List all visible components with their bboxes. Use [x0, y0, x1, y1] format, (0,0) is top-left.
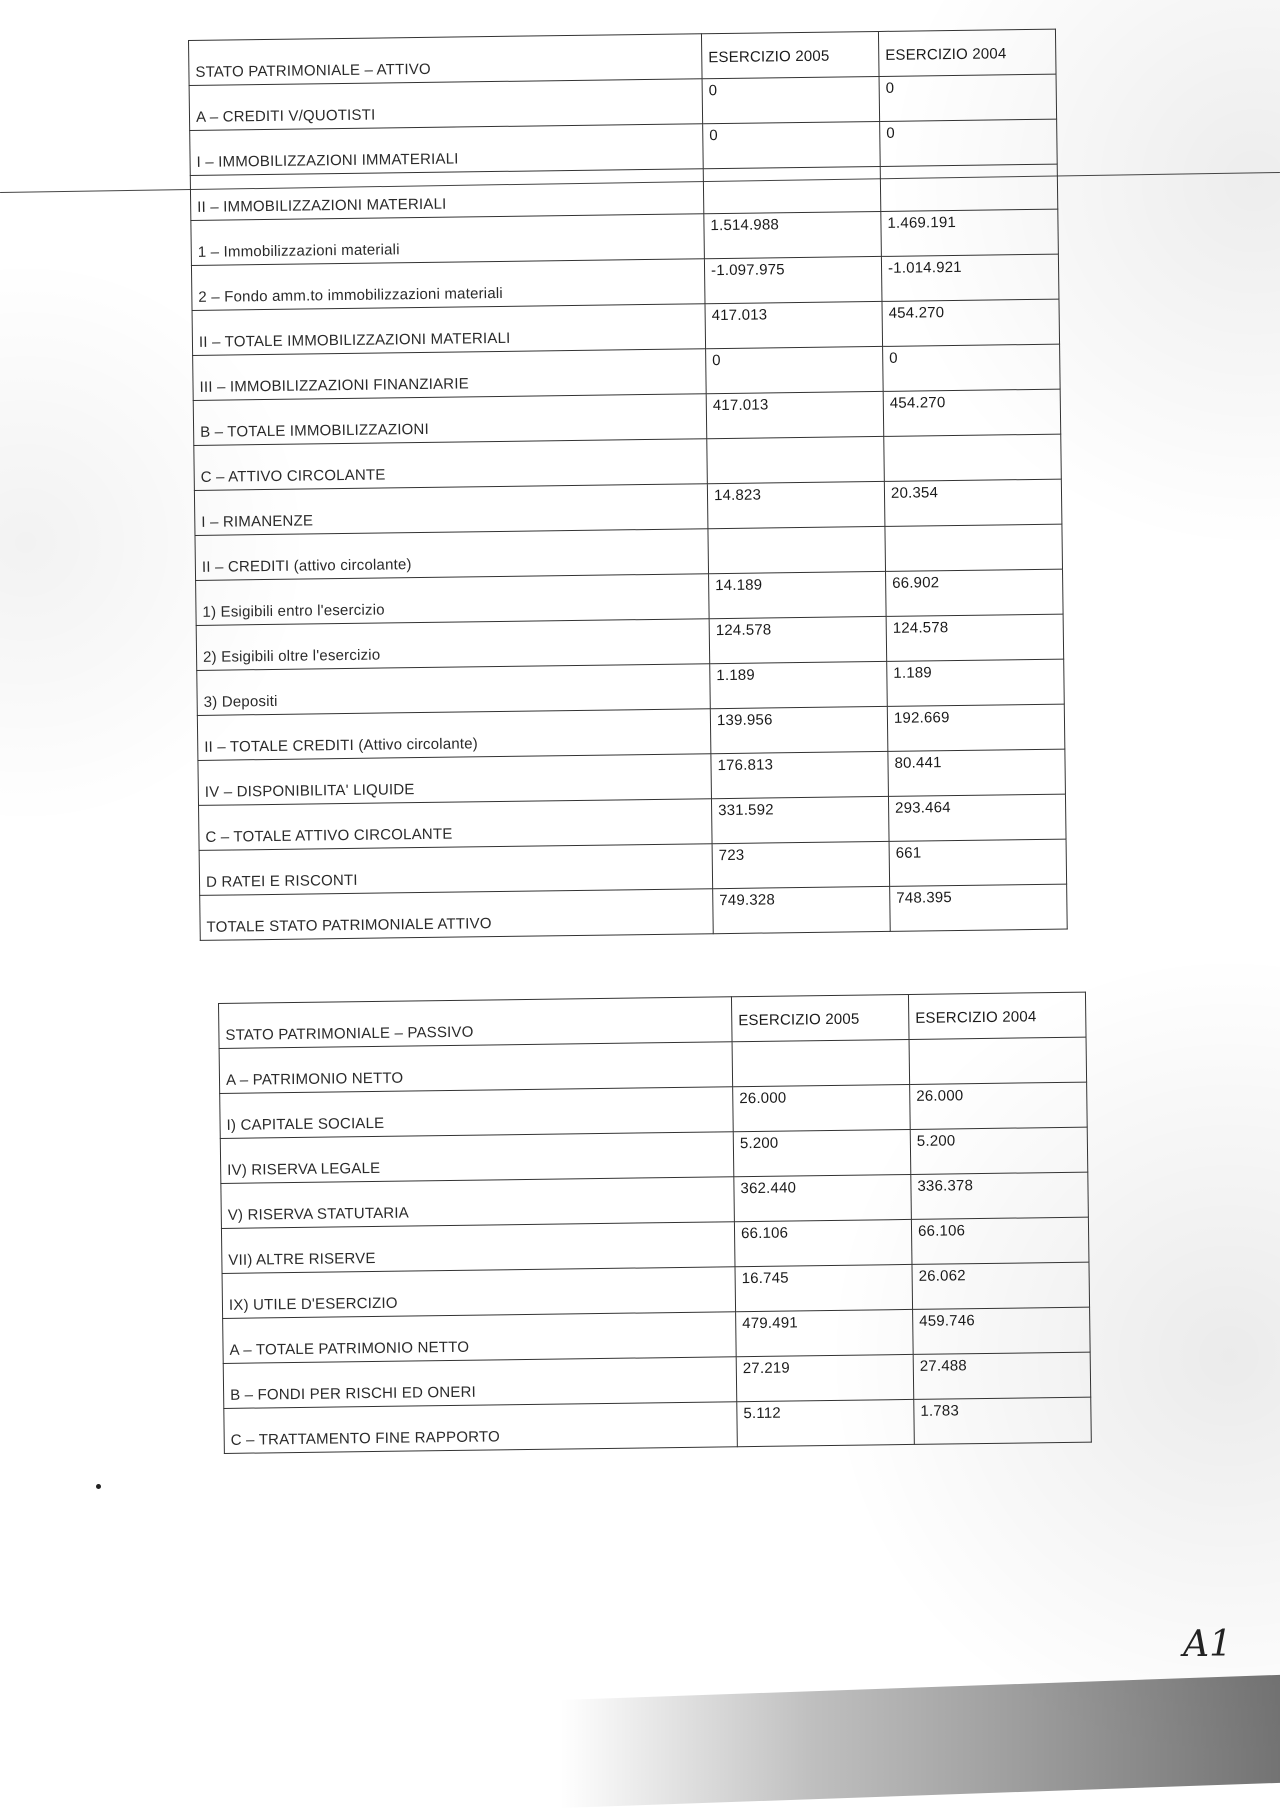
passivo-value-2004: 26.000	[910, 1082, 1088, 1129]
attivo-value-2005: 139.956	[710, 706, 888, 753]
attivo-row-label: II – IMMOBILIZZAZIONI MATERIALI	[190, 169, 704, 221]
attivo-value-2004: 80.441	[888, 749, 1066, 796]
passivo-value-2004: 1.783	[914, 1397, 1092, 1444]
attivo-value-2004: 0	[880, 119, 1058, 166]
attivo-value-2005: 417.013	[706, 391, 884, 438]
passivo-value-2004: 27.488	[913, 1352, 1091, 1399]
passivo-table	[218, 992, 1092, 1454]
attivo-row-label: A – CREDITI V/QUOTISTI	[189, 79, 703, 131]
passivo-header-label: STATO PATRIMONIALE – PASSIVO	[219, 997, 733, 1049]
attivo-row-label: 1) Esigibili entro l'esercizio	[196, 574, 710, 626]
attivo-value-2005	[703, 166, 881, 213]
passivo-row-label: IV) RISERVA LEGALE	[220, 1132, 734, 1184]
attivo-header-label: STATO PATRIMONIALE – ATTIVO	[189, 34, 703, 86]
passivo-value-2005: 66.106	[734, 1219, 912, 1266]
passivo-value-2005: 16.745	[735, 1264, 913, 1311]
passivo-row-label: A – TOTALE PATRIMONIO NETTO	[223, 1312, 737, 1364]
attivo-row-label: B – TOTALE IMMOBILIZZAZIONI	[193, 394, 707, 446]
attivo-value-2004: 20.354	[884, 479, 1062, 526]
attivo-value-2005: 749.328	[713, 886, 891, 933]
attivo-value-2005: 723	[712, 841, 890, 888]
attivo-value-2005: 1.189	[710, 661, 888, 708]
attivo-value-2005: -1.097.975	[704, 256, 882, 303]
attivo-row-label: 1 – Immobilizzazioni materiali	[191, 214, 705, 266]
attivo-row-label: IV – DISPONIBILITA' LIQUIDE	[198, 754, 712, 806]
attivo-value-2004: 748.395	[890, 884, 1068, 931]
passivo-value-2005: 479.491	[736, 1309, 914, 1356]
attivo-value-2005: 176.813	[711, 751, 889, 798]
attivo-value-2004: 454.270	[882, 299, 1060, 346]
attivo-value-2004: 293.464	[888, 794, 1066, 841]
attivo-row-label: II – TOTALE CREDITI (Attivo circolante)	[197, 709, 711, 761]
passivo-row-label: V) RISERVA STATUTARIA	[221, 1177, 735, 1229]
passivo-value-2004: 459.746	[913, 1307, 1091, 1354]
passivo-row-label: I) CAPITALE SOCIALE	[220, 1087, 734, 1139]
attivo-row-label: 3) Depositi	[197, 664, 711, 716]
passivo-value-2004: 5.200	[910, 1127, 1088, 1174]
scan-shadow	[560, 1675, 1280, 1808]
attivo-value-2005: 1.514.988	[704, 211, 882, 258]
passivo-row-label: B – FONDI PER RISCHI ED ONERI	[223, 1357, 737, 1409]
passivo-value-2005: 362.440	[734, 1174, 912, 1221]
attivo-value-2005: 417.013	[705, 301, 883, 348]
attivo-value-2004	[880, 164, 1058, 211]
attivo-header-2005: ESERCIZIO 2005	[701, 31, 879, 78]
attivo-row-label: 2 – Fondo amm.to immobilizzazioni materiali	[191, 259, 705, 311]
attivo-row-label: TOTALE STATO PATRIMONIALE ATTIVO	[200, 889, 714, 941]
attivo-value-2004: 66.902	[886, 569, 1064, 616]
passivo-row-label: A – PATRIMONIO NETTO	[219, 1042, 733, 1094]
attivo-value-2004	[885, 524, 1063, 571]
attivo-value-2004: 192.669	[887, 704, 1065, 751]
passivo-value-2004: 66.106	[911, 1217, 1089, 1264]
page-mark: A1	[1183, 1624, 1232, 1665]
attivo-value-2004	[884, 434, 1062, 481]
passivo-row-label: IX) UTILE D'ESERCIZIO	[222, 1267, 736, 1319]
attivo-row-label: 2) Esigibili oltre l'esercizio	[196, 619, 710, 671]
passivo-row-label: VII) ALTRE RISERVE	[221, 1222, 735, 1274]
attivo-row-label: I – IMMOBILIZZAZIONI IMMATERIALI	[190, 124, 704, 176]
attivo-row-label: II – TOTALE IMMOBILIZZAZIONI MATERIALI	[192, 304, 706, 356]
attivo-value-2004: 0	[879, 74, 1057, 121]
attivo-value-2005: 14.823	[707, 481, 885, 528]
attivo-row-label: II – CREDITI (attivo circolante)	[195, 529, 709, 581]
passivo-value-2005: 5.112	[737, 1399, 915, 1446]
attivo-value-2004: 1.189	[887, 659, 1065, 706]
attivo-row-label: D RATEI E RISCONTI	[199, 844, 713, 896]
ink-dot	[96, 1484, 101, 1489]
attivo-value-2004: 454.270	[883, 389, 1061, 436]
attivo-row-label: I – RIMANENZE	[194, 484, 708, 536]
attivo-value-2005	[708, 526, 886, 573]
passivo-header-2005: ESERCIZIO 2005	[731, 994, 909, 1041]
attivo-row-label: C – TOTALE ATTIVO CIRCOLANTE	[199, 799, 713, 851]
attivo-value-2004: 1.469.191	[881, 209, 1059, 256]
attivo-row-label: III – IMMOBILIZZAZIONI FINANZIARIE	[193, 349, 707, 401]
passivo-value-2005: 26.000	[733, 1084, 911, 1131]
attivo-value-2005: 0	[703, 121, 881, 168]
attivo-value-2004: 124.578	[886, 614, 1064, 661]
passivo-value-2004: 26.062	[912, 1262, 1090, 1309]
attivo-header-2004: ESERCIZIO 2004	[878, 29, 1056, 76]
attivo-value-2005: 124.578	[709, 616, 887, 663]
attivo-row-label: C – ATTIVO CIRCOLANTE	[194, 439, 708, 491]
attivo-value-2005: 0	[706, 346, 884, 393]
attivo-table	[188, 29, 1068, 941]
attivo-value-2005: 0	[702, 76, 880, 123]
passivo-value-2004: 336.378	[911, 1172, 1089, 1219]
passivo-value-2005: 27.219	[736, 1354, 914, 1401]
passivo-header-2004: ESERCIZIO 2004	[908, 992, 1086, 1039]
attivo-value-2005: 331.592	[711, 796, 889, 843]
attivo-value-2004: 0	[883, 344, 1061, 391]
passivo-value-2005	[732, 1039, 910, 1086]
passivo-value-2005: 5.200	[733, 1129, 911, 1176]
passivo-row-label: C – TRATTAMENTO FINE RAPPORTO	[224, 1402, 738, 1454]
attivo-value-2005: 14.189	[709, 571, 887, 618]
attivo-value-2005	[707, 436, 885, 483]
attivo-value-2004: 661	[889, 839, 1067, 886]
passivo-value-2004	[909, 1037, 1087, 1084]
attivo-value-2004: -1.014.921	[881, 254, 1059, 301]
